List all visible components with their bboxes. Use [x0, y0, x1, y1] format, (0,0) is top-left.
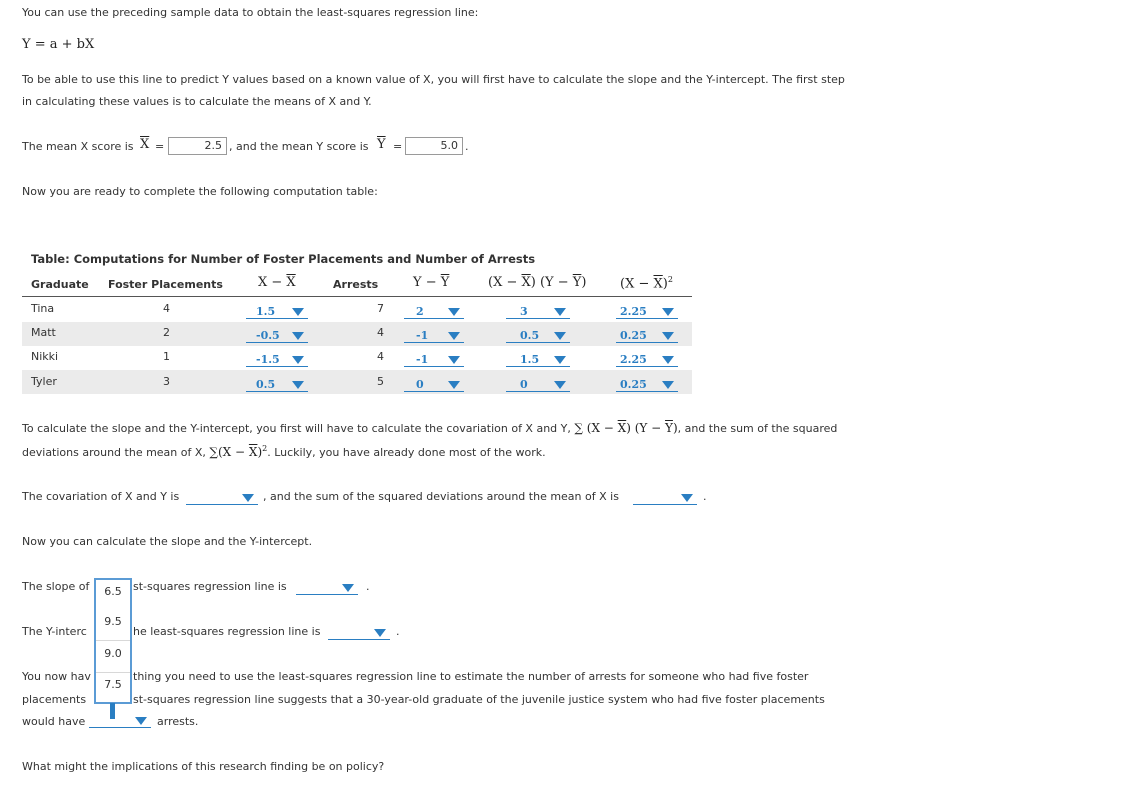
intercept-dropdown[interactable] [328, 625, 390, 640]
chevron-down-icon [342, 584, 354, 592]
table-header-rule [22, 296, 692, 297]
x-deviation-dropdown[interactable] [246, 352, 308, 367]
covar-line-1 [22, 421, 837, 435]
table-title: Table: Computations for Number of Foster Placements and Number of Arrests [31, 252, 536, 266]
equals-sign: = [155, 140, 165, 153]
chevron-down-icon [292, 381, 304, 389]
col-header-arrests: Arrests [333, 278, 379, 291]
y-deviation-dropdown[interactable] [404, 328, 464, 343]
col-header-y-dev: $Y - \overline{Y}$ [413, 275, 450, 290]
ss-formula: $\sum(X - \overline{X})^2$ [209, 444, 268, 459]
covariation-label: The covariation of X and Y is [22, 490, 180, 503]
chevron-down-icon [292, 332, 304, 340]
foster-placements-value: 3 [163, 375, 170, 388]
slope-intro: Now you can calculate the slope and the Y-intercept. [22, 535, 313, 548]
squared-deviation-dropdown[interactable] [616, 328, 678, 343]
equals-sign-y: = [393, 140, 403, 153]
foster-placements-value: 1 [163, 350, 170, 363]
cross-product-dropdown[interactable] [506, 304, 570, 319]
y-deviation-dropdown[interactable] [404, 377, 464, 392]
dropdown-option[interactable]: 9.0 [96, 642, 130, 673]
selected-value: 0.25 [620, 378, 647, 391]
y-deviation-dropdown[interactable] [404, 304, 464, 319]
paragraph-line-1: To be able to use this line to predict Y values based on a known value of X, you will first have to calculate the slope and the Y-intercept. The first step [22, 73, 845, 86]
ss-dropdown[interactable] [633, 490, 697, 505]
intercept-label-right: he least-squares regression line is [133, 625, 321, 638]
chevron-down-icon [448, 332, 460, 340]
graduate-name: Tyler [31, 375, 57, 388]
graduate-name: Matt [31, 326, 56, 339]
y-bar-symbol: $\overline{Y}$ [377, 137, 386, 152]
chevron-down-icon [135, 717, 147, 725]
estimate-line-3-right: arrests. [157, 715, 199, 728]
slope-label-right: st-squares regression line is [133, 580, 287, 593]
x-deviation-dropdown[interactable] [246, 304, 308, 319]
covar-line-1-end: , and the sum of the squared [677, 422, 838, 435]
slope-label-left: The slope of [22, 580, 90, 593]
chevron-down-icon [242, 494, 254, 502]
period: . [396, 625, 400, 638]
chevron-down-icon [554, 308, 566, 316]
chevron-down-icon [554, 381, 566, 389]
cross-product-dropdown[interactable] [506, 328, 570, 343]
row-shade-tyler [22, 370, 692, 394]
arrests-value: 7 [377, 302, 384, 315]
col-header-x-dev: $X - \overline{X}$ [258, 275, 296, 290]
col-header-graduate: Graduate [31, 278, 89, 291]
intercept-label-left: The Y-interc [22, 625, 87, 638]
col-header-foster: Foster Placements [108, 278, 223, 291]
dropdown-option[interactable]: 9.5 [96, 610, 130, 641]
period: . [465, 140, 469, 153]
graduate-name: Tina [31, 302, 55, 315]
paragraph-line-2: in calculating these values is to calculate the means of X and Y. [22, 95, 372, 108]
chevron-down-icon [554, 332, 566, 340]
covar-line-1-text: To calculate the slope and the Y-intercept, you first will have to calculate the covariation of X and Y, [22, 422, 571, 435]
foster-placements-value: 2 [163, 326, 170, 339]
chevron-down-icon [662, 308, 674, 316]
dropdown-focus-cursor [110, 703, 115, 719]
selected-value: 2 [416, 305, 424, 318]
x-deviation-dropdown[interactable] [246, 377, 308, 392]
estimate-line-2-left: placements [22, 693, 87, 706]
selected-value: 0.25 [620, 329, 647, 342]
arrests-value: 5 [377, 375, 384, 388]
dropdown-option[interactable]: 6.5 [96, 580, 130, 611]
estimate-line-3-left: would have [22, 715, 86, 728]
cross-product-dropdown[interactable] [506, 352, 570, 367]
selected-value: 0.5 [520, 329, 540, 342]
arrests-value: 4 [377, 326, 384, 339]
cross-product-dropdown[interactable] [506, 377, 570, 392]
chevron-down-icon [374, 629, 386, 637]
selected-value: -1.5 [256, 353, 280, 366]
selected-value: 2.25 [620, 353, 647, 366]
x-deviation-dropdown[interactable] [246, 328, 308, 343]
mean-y-input[interactable]: 5.0 [405, 137, 463, 155]
selected-value: -1 [416, 329, 429, 342]
selected-value: 0.5 [256, 378, 276, 391]
mean-x-input[interactable]: 2.5 [168, 137, 227, 155]
policy-question: What might the implications of this research finding be on policy? [22, 760, 385, 773]
covar-line-2-end: . Luckily, you have already done most of the work. [267, 446, 546, 459]
dropdown-option[interactable]: 7.5 [96, 673, 130, 702]
selected-value: 1.5 [520, 353, 540, 366]
chevron-down-icon [448, 381, 460, 389]
intro-text: You can use the preceding sample data to obtain the least-squares regression line: [22, 6, 479, 19]
row-shade-matt [22, 322, 692, 346]
dropdown-options-list[interactable] [94, 578, 132, 704]
chevron-down-icon [448, 356, 460, 364]
chevron-down-icon [448, 308, 460, 316]
selected-value: 0 [520, 378, 528, 391]
chevron-down-icon [292, 308, 304, 316]
covariation-dropdown[interactable] [186, 490, 258, 505]
mean-x-label: The mean X score is [22, 140, 134, 153]
covar-line-2-text: deviations around the mean of X, [22, 446, 206, 459]
graduate-name: Nikki [31, 350, 59, 363]
y-deviation-dropdown[interactable] [404, 352, 464, 367]
arrests-value: 4 [377, 350, 384, 363]
chevron-down-icon [662, 332, 674, 340]
period: . [703, 490, 707, 503]
chevron-down-icon [662, 356, 674, 364]
x-bar-symbol: $\overline{X}$ [140, 137, 150, 152]
col-header-cross: $(X - \overline{X})$ $(Y - \overline{Y})$ [488, 275, 587, 290]
squared-deviation-dropdown[interactable] [616, 304, 678, 319]
squared-deviation-dropdown[interactable] [616, 377, 678, 392]
selected-value: -1 [416, 353, 429, 366]
selected-value: -0.5 [256, 329, 280, 342]
selected-value: 1.5 [256, 305, 276, 318]
chevron-down-icon [662, 381, 674, 389]
estimate-line-1-right: thing you need to use the least-squares regression line to estimate the number of arrests for someone who had five foster [133, 670, 809, 683]
arrests-dropdown[interactable] [89, 713, 151, 728]
covariation-formula: ∑ $(X - \overline{X})$ $(Y - \overline{Y})$ [574, 421, 678, 435]
selected-value: 3 [520, 305, 528, 318]
estimate-line-1-left: You now hav [22, 670, 91, 683]
slope-dropdown[interactable] [296, 580, 358, 595]
mean-y-label: , and the mean Y score is [229, 140, 369, 153]
regression-equation: Y = a + bX [22, 37, 95, 52]
chevron-down-icon [292, 356, 304, 364]
covar-line-2 [22, 444, 546, 459]
col-header-sq: $(X - \overline{X})^2$ [620, 275, 673, 292]
estimate-line-2-right: st-squares regression line suggests that a 30-year-old graduate of the juvenile justice system who had five foster placements [133, 693, 825, 706]
chevron-down-icon [554, 356, 566, 364]
period: . [366, 580, 370, 593]
foster-placements-value: 4 [163, 302, 170, 315]
squared-deviation-dropdown[interactable] [616, 352, 678, 367]
ss-label: , and the sum of the squared deviations around the mean of X is [263, 490, 619, 503]
ready-text: Now you are ready to complete the following computation table: [22, 185, 378, 198]
chevron-down-icon [681, 494, 693, 502]
selected-value: 0 [416, 378, 424, 391]
selected-value: 2.25 [620, 305, 647, 318]
